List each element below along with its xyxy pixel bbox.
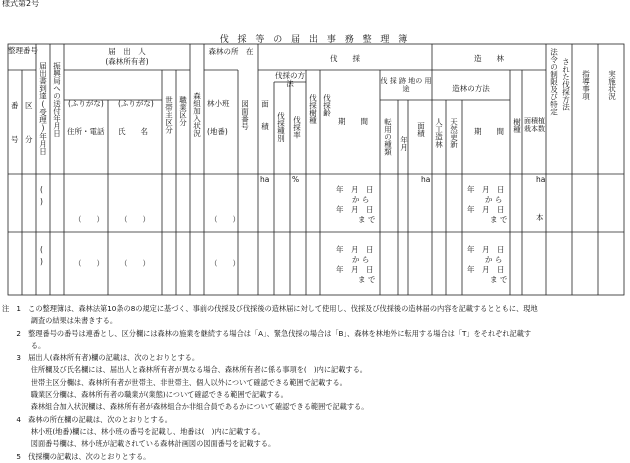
header-hourei-seigen: 法令の制限及び特定 xyxy=(549,48,559,116)
row1-paren-address: （ ） xyxy=(74,215,104,224)
row2-zourin-to: 年 月 日 xyxy=(467,265,505,274)
header-todokede-nin: 届 出 人 xyxy=(108,47,146,56)
header-ban: 番 xyxy=(11,101,19,110)
header-kikan: 期 間 xyxy=(338,117,368,126)
header-shokugyo-kubun: 職業区分 xyxy=(178,96,188,126)
unit-ha-area: ha xyxy=(260,175,270,184)
header-setai-kubun: 世帯主区分 xyxy=(164,96,174,134)
row1-zourin-made: ま で xyxy=(490,215,508,224)
header-menseki-honsuu: 面積植栽本数 xyxy=(524,117,545,133)
unit-ha-conversion: ha xyxy=(421,175,431,184)
document-title: 伐 採 等 の 届 出 事 務 整 理 簿 xyxy=(219,35,411,45)
header-seiri-bango: 整理番号 xyxy=(8,46,38,55)
note-line: 注 1 この整理簿は、森林法第10条の8の規定に基づく、事前の伐採及び伐採後の造林届に対して使用し、伐採及び伐採後の造林届の内容を記載するとともに、現地 xyxy=(2,304,538,313)
form-number-label: 様式第2号 xyxy=(2,0,40,8)
header-jushu: 樹種 xyxy=(512,118,522,133)
unit-percent: % xyxy=(292,175,300,184)
header-chiban: (地番) xyxy=(207,127,228,136)
unit-hon: 本 xyxy=(536,213,544,222)
note-line: 2 整理番号の番号は連番とし、区分欄には森林の施業を継続する場合は「A」、緊急伐採の場合は「B」、森林を林地外に転用する場合は「T」をそれぞれ記載す xyxy=(2,328,532,338)
header-furigana-2: (ふりがな) xyxy=(118,99,154,108)
row1-period-from: 年 月 日 xyxy=(336,185,374,194)
note-line: 世帯主区分欄は、森林所有者が世帯主、非世帯主、個人以外について確認できる範囲で記載する。 xyxy=(2,377,347,387)
header-go: 号 xyxy=(11,135,19,144)
note-line: る。 xyxy=(2,340,46,350)
row1-made: ま で xyxy=(358,215,376,224)
header-sent-date: 振興局への送付年月日 xyxy=(52,62,62,137)
row2-paren-address: （ ） xyxy=(74,259,104,268)
header-bun: 分 xyxy=(25,135,33,144)
header-bassai-hoho-rei: された伐採方法 xyxy=(561,58,571,111)
row2-paren-name: （ ） xyxy=(120,259,150,268)
header-bassai-jushu: 伐採樹種 xyxy=(308,94,318,124)
row2-zourin-kara: か ら xyxy=(485,255,503,264)
header-tennen-kousin: 天然更新 xyxy=(449,118,459,148)
row1-zourin-kara: か ら xyxy=(485,195,503,204)
row2-period-to: 年 月 日 xyxy=(336,265,374,274)
note-line: 3 届出人(森林所有者)欄の記載は、次のとおりとする。 xyxy=(2,353,200,363)
header-bassai: 伐 採 xyxy=(330,54,360,63)
header-name: 氏 名 xyxy=(118,127,148,136)
note-line: 図面番号欄は、林小班が記載されている森林計画図の図面番号を記載する。 xyxy=(2,439,276,449)
header-tenyo-shurui: 転用の種類 xyxy=(383,118,393,156)
header-jisshi-joukyou: 実施状況 xyxy=(607,70,617,100)
header-menseki: 面 積 xyxy=(260,100,270,130)
note-line: 職業区分欄は、森林所有者の職業が(業態)について確認できる範囲で記載する。 xyxy=(2,390,288,400)
header-shidou-jikou: 指導事項 xyxy=(581,70,591,100)
header-bassai-shubetsu: 伐採種別 xyxy=(276,112,286,142)
row2-paren-received-close: ) xyxy=(40,257,43,266)
header-ku: 区 xyxy=(25,101,33,110)
header-bassai-rei: 伐採齢 xyxy=(322,94,332,117)
row2-zourin-from: 年 月 日 xyxy=(467,245,505,254)
header-furigana-1: (ふりがな) xyxy=(68,99,104,108)
note-line: 5 伐採欄の記載は、次のとおりとする。 xyxy=(2,451,151,461)
row2-period-from: 年 月 日 xyxy=(336,245,374,254)
notes-section xyxy=(2,303,628,463)
header-zourin: 造 林 xyxy=(474,54,504,63)
unit-ha-planting: ha xyxy=(536,175,546,184)
header-kumiai-joukyou: 森組加入状況 xyxy=(192,92,202,137)
row1-zourin-from: 年 月 日 xyxy=(467,185,505,194)
row2-zourin-made: ま で xyxy=(490,275,508,284)
row1-paren-received-close: ) xyxy=(40,197,43,206)
row1-paren-received: ( xyxy=(40,185,43,194)
note-line: 調査の結果は朱書きする。 xyxy=(2,316,118,326)
row1-zourin-to: 年 月 日 xyxy=(467,205,505,214)
row2-paren-received: ( xyxy=(40,245,43,254)
note-line: 住所欄及び氏名欄には、届出人と森林所有者が異なる場合、森林所有者に係る事項を( )内に記載する。 xyxy=(2,365,367,375)
header-ato-chi-yoto: 伐 採 跡 地の 用 途 xyxy=(380,77,432,93)
header-zumen-bango: 図面番号 xyxy=(240,100,250,130)
note-line: 林小班(地番)欄には、林小班の番号を記載し、地番は( )内に記載する。 xyxy=(2,426,265,436)
note-line: 4 森林の所在欄の記載は、次のとおりとする。 xyxy=(2,414,172,424)
header-address-phone: 住所・電話 xyxy=(67,127,105,136)
row1-kara: か ら xyxy=(352,195,370,204)
row2-kara: か ら xyxy=(352,255,370,264)
row1-paren-chiban: （ ） xyxy=(210,215,240,224)
header-shinrin-shoyusha: (森林所有者) xyxy=(105,57,149,66)
header-menseki-2: 面積 xyxy=(416,122,426,137)
header-jinko-zourin: 人工造林 xyxy=(434,118,444,148)
row2-made: ま で xyxy=(358,275,376,284)
row1-paren-name: （ ） xyxy=(120,215,150,224)
header-kikan-2: 期 間 xyxy=(474,127,504,136)
header-rinshohan: 林小班 xyxy=(207,99,230,108)
row2-paren-chiban: （ ） xyxy=(210,259,240,268)
note-line: 森林組合加入状況欄は、森林所有者が森林組合か非組合員であるかについて確認できる範囲で記載する。 xyxy=(2,402,369,412)
header-nen-tsuki: 年月 xyxy=(399,136,409,151)
header-received-date: 届出書到達(受理)年月日 xyxy=(38,62,48,155)
header-shinrin-shozai: 森林の所 在 xyxy=(208,47,254,56)
header-zourin-hoho: 造林の方法 xyxy=(452,84,490,93)
header-bassai-hoho: 伐採の方法 xyxy=(275,71,305,89)
row1-period-to: 年 月 日 xyxy=(336,205,374,214)
header-bassai-ritsu: 伐採率 xyxy=(292,116,302,139)
